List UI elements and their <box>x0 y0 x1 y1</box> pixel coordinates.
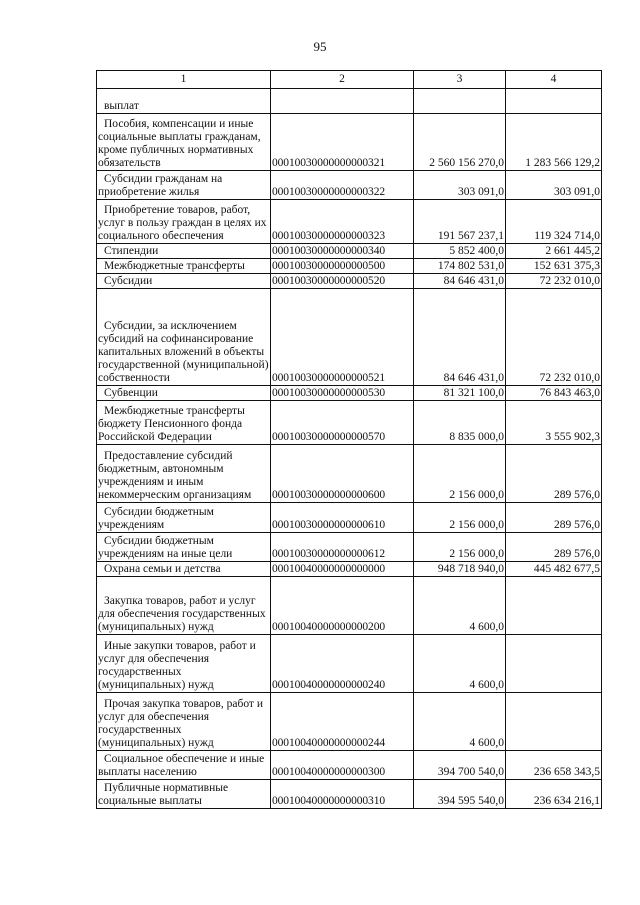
item-name: Межбюджетные трансферты бюджету Пенсионного фонда Российской Федерации <box>98 405 245 443</box>
table-row <box>97 635 602 693</box>
item-name-cell <box>97 751 271 780</box>
amount-executed: 72 232 010,0 <box>506 274 602 289</box>
amount-executed: 2 661 445,2 <box>506 244 602 259</box>
budget-code: 00010040000000000200 <box>271 577 414 635</box>
column-header-4: 4 <box>506 71 602 89</box>
table-row <box>97 577 602 635</box>
table-row <box>97 89 602 114</box>
item-name: Приобретение товаров, работ, услуг в пользу граждан в целях их социального обеспечения <box>98 204 267 242</box>
item-name-cell <box>97 386 271 401</box>
amount-approved <box>414 89 506 114</box>
budget-code: 00010030000000000570 <box>271 401 414 445</box>
item-name-cell <box>97 289 271 386</box>
table-row <box>97 562 602 577</box>
table-row <box>97 401 602 445</box>
item-name: Иные закупки товаров, работ и услуг для обеспечения государственных (муниципальных) нужд <box>98 640 256 691</box>
amount-executed: 445 482 677,5 <box>506 562 602 577</box>
amount-executed: 1 283 566 129,2 <box>506 114 602 171</box>
item-name: Субвенции <box>104 387 158 399</box>
amount-executed: 289 576,0 <box>506 533 602 562</box>
item-name-cell <box>97 274 271 289</box>
amount-approved: 8 835 000,0 <box>414 401 506 445</box>
amount-approved: 5 852 400,0 <box>414 244 506 259</box>
item-name-cell <box>97 693 271 751</box>
amount-executed <box>506 635 602 693</box>
amount-executed <box>506 89 602 114</box>
amount-executed: 76 843 463,0 <box>506 386 602 401</box>
budget-code: 00010040000000000240 <box>271 635 414 693</box>
budget-code: 00010030000000000323 <box>271 200 414 244</box>
budget-code: 00010040000000000310 <box>271 780 414 809</box>
item-name-cell <box>97 577 271 635</box>
item-name-cell <box>97 171 271 200</box>
amount-executed: 236 658 343,5 <box>506 751 602 780</box>
item-name: Субсидии <box>104 275 153 287</box>
item-name: Охрана семьи и детства <box>104 563 221 575</box>
amount-approved: 4 600,0 <box>414 693 506 751</box>
item-name-cell <box>97 503 271 533</box>
budget-code: 00010030000000000612 <box>271 533 414 562</box>
item-name-cell <box>97 533 271 562</box>
budget-code: 00010030000000000321 <box>271 114 414 171</box>
item-name: Субсидии бюджетным учреждениям на иные цели <box>98 535 233 560</box>
item-name: Пособия, компенсации и иные социальные выплаты гражданам, кроме публичных нормативных обязательств <box>98 118 261 169</box>
item-name-cell <box>97 259 271 274</box>
column-header-3: 3 <box>414 71 506 89</box>
table-row <box>97 693 602 751</box>
amount-approved: 948 718 940,0 <box>414 562 506 577</box>
budget-code: 00010030000000000530 <box>271 386 414 401</box>
table-row <box>97 200 602 244</box>
amount-approved: 394 595 540,0 <box>414 780 506 809</box>
amount-approved: 191 567 237,1 <box>414 200 506 244</box>
amount-approved: 174 802 531,0 <box>414 259 506 274</box>
item-name-cell <box>97 200 271 244</box>
item-name: Публичные нормативные социальные выплаты <box>98 782 229 807</box>
amount-executed: 236 634 216,1 <box>506 780 602 809</box>
column-header-2: 2 <box>271 71 414 89</box>
item-name-cell <box>97 114 271 171</box>
item-name: Субсидии, за исключением субсидий на софинансирование капитальных вложений в объекты государственной (муниципальной) собственности <box>98 320 269 384</box>
item-name-cell <box>97 244 271 259</box>
table-row <box>97 780 602 809</box>
amount-executed: 289 576,0 <box>506 503 602 533</box>
budget-table <box>96 70 602 809</box>
table-row <box>97 114 602 171</box>
budget-code: 00010040000000000000 <box>271 562 414 577</box>
amount-approved: 84 646 431,0 <box>414 274 506 289</box>
header-row <box>97 71 602 89</box>
amount-approved: 4 600,0 <box>414 635 506 693</box>
amount-approved: 84 646 431,0 <box>414 289 506 386</box>
table-row <box>97 751 602 780</box>
budget-code: 00010030000000000322 <box>271 171 414 200</box>
amount-approved: 2 156 000,0 <box>414 445 506 503</box>
table-row <box>97 289 602 386</box>
amount-executed: 72 232 010,0 <box>506 289 602 386</box>
item-name-cell <box>97 89 271 114</box>
page-number: 95 <box>313 39 327 54</box>
amount-executed: 303 091,0 <box>506 171 602 200</box>
item-name: Стипендии <box>104 245 159 257</box>
amount-approved: 2 560 156 270,0 <box>414 114 506 171</box>
table-row <box>97 533 602 562</box>
item-name: Прочая закупка товаров, работ и услуг для обеспечения государственных (муниципальных) нужд <box>98 698 263 749</box>
item-name: Субсидии гражданам на приобретение жилья <box>98 173 223 198</box>
amount-executed <box>506 693 602 751</box>
budget-code: 00010030000000000500 <box>271 259 414 274</box>
column-header-1: 1 <box>97 71 271 89</box>
budget-code: 00010040000000000300 <box>271 751 414 780</box>
budget-code: 00010030000000000610 <box>271 503 414 533</box>
budget-code: 00010030000000000520 <box>271 274 414 289</box>
table-header <box>97 71 602 89</box>
budget-code: 00010030000000000600 <box>271 445 414 503</box>
item-name-cell <box>97 401 271 445</box>
amount-executed: 3 555 902,3 <box>506 401 602 445</box>
amount-approved: 394 700 540,0 <box>414 751 506 780</box>
amount-approved: 2 156 000,0 <box>414 533 506 562</box>
table-row <box>97 503 602 533</box>
item-name: Субсидии бюджетным учреждениям <box>98 506 214 531</box>
item-name: Закупка товаров, работ и услуг для обеспечения государственных (муниципальных) нужд <box>98 595 266 633</box>
amount-executed <box>506 577 602 635</box>
amount-approved: 81 321 100,0 <box>414 386 506 401</box>
item-name: выплат <box>104 100 139 112</box>
budget-code: 00010030000000000340 <box>271 244 414 259</box>
table-row <box>97 259 602 274</box>
item-name: Межбюджетные трансферты <box>104 260 245 272</box>
amount-approved: 303 091,0 <box>414 171 506 200</box>
item-name: Социальное обеспечение и иные выплаты населению <box>98 753 265 778</box>
item-name-cell <box>97 445 271 503</box>
table-row <box>97 386 602 401</box>
amount-approved: 4 600,0 <box>414 577 506 635</box>
amount-approved: 2 156 000,0 <box>414 503 506 533</box>
amount-executed: 289 576,0 <box>506 445 602 503</box>
budget-code <box>271 89 414 114</box>
amount-executed: 119 324 714,0 <box>506 200 602 244</box>
item-name: Предоставление субсидий бюджетным, автономным учреждениям и иным некоммерческим организациям <box>98 450 252 501</box>
amount-executed: 152 631 375,3 <box>506 259 602 274</box>
item-name-cell <box>97 635 271 693</box>
budget-code: 00010030000000000521 <box>271 289 414 386</box>
table-body <box>97 89 602 809</box>
table-row <box>97 274 602 289</box>
table-row <box>97 171 602 200</box>
item-name-cell <box>97 562 271 577</box>
table-row <box>97 244 602 259</box>
budget-code: 00010040000000000244 <box>271 693 414 751</box>
table-row <box>97 445 602 503</box>
item-name-cell <box>97 780 271 809</box>
